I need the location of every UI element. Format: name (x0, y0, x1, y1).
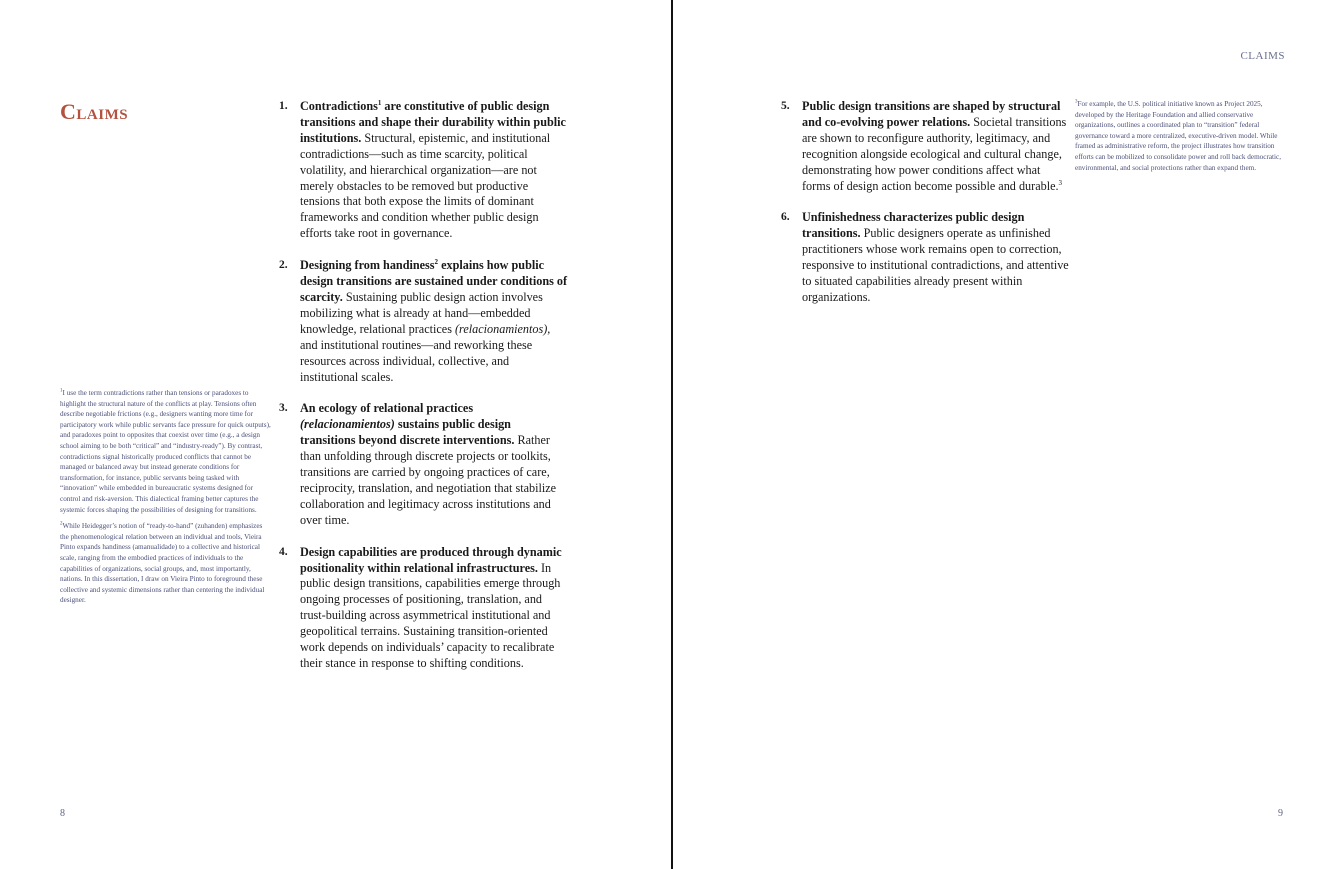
claim-lead: Design capabilities are produced through dynamic positionality within relational infrastructures. (300, 544, 562, 575)
claim-body (300, 258, 569, 385)
claim-lead-text: An ecology of relational practices (300, 401, 474, 416)
claim-text: Rather than unfolding through discrete projects or toolkits, transitions are carried by ongoing practices of care, reciprocity, translation, and negotiation that stabilize collaboration and legitimacy across institutions and over time. (300, 433, 557, 527)
section-title: Claims (60, 99, 129, 124)
claim-text: , and institutional routines—and reworking these resources across individual, collective, and institutional scales. (300, 321, 551, 384)
footnote-text: For example, the U.S. political initiative known as Project 2025, developed by the Heritage Foundation and allied conservative organizations, outlines a coordinated plan to “transition” federal governance toward a more centralized, executive-driven model. While framed as administrative reform, the project illustrates how transition efforts can be mobilized to consolidate power and roll back democratic, environmental, and social protections rather than expand them. (1075, 100, 1282, 172)
claim-lead-text: sustains public design transitions beyond discrete interventions. (300, 417, 515, 448)
footnotes-left (60, 388, 272, 612)
footnote-1 (60, 388, 272, 515)
claims-list-right (781, 99, 1071, 322)
claim-lead-text: explains how public design transitions are sustained under conditions of scarcity. (300, 258, 568, 304)
claim-lead-text: are constitutive of public design transitions and shape their durability within public institutions. (300, 99, 566, 145)
claim-2 (279, 258, 569, 385)
claims-list-left (279, 99, 569, 688)
left-page (0, 0, 671, 869)
claim-number: 1. (279, 100, 288, 112)
claim-lead-italic: (relacionamientos) (300, 417, 395, 432)
footnote-3 (1075, 99, 1287, 173)
claim-number: 6. (781, 211, 790, 224)
claim-lead (300, 401, 514, 447)
claim-4 (279, 545, 569, 672)
claim-text: Structural, epistemic, and institutional contradictions—such as time scarcity, political volatility, and hierarchical organization—are not merely obstacles to be removed but productive tensions that both expose the limits of dominant frameworks and condition whether public design efforts take root in governance. (300, 130, 551, 241)
claim-number: 2. (279, 259, 288, 272)
claim-body (300, 401, 569, 528)
footnote-ref: 2 (434, 258, 439, 267)
footnote-ref: 1 (377, 98, 382, 107)
claim-text: Public designers operate as unfinished practitioners whose work remains open to correction, responsive to institutional contradictions, and attentive to situated capabilities already present within organizations. (802, 226, 1069, 304)
claim-text: In public design transitions, capabilities emerge through ongoing processes of positioning, translation, and trust-building across asymmetrical institutional and geopolitical terrains. Sustaining transition-oriented work depends on individuals’ capacity to recalibrate their stance in response to shifting conditions. (300, 560, 561, 670)
claim-lead: Public design transitions are shaped by structural and co-evolving power relations. (802, 99, 1061, 129)
claim-6 (781, 210, 1071, 305)
claim-number: 3. (279, 402, 288, 415)
claim-text: Sustaining public design action involves mobilizing what is already at hand—embedded knowledge, relational practices (300, 289, 543, 336)
claim-body (300, 99, 569, 242)
claim-number: 4. (279, 545, 288, 558)
claim-body (802, 99, 1071, 194)
claim-1 (279, 99, 569, 242)
page-number-right: 9 (1278, 808, 1283, 819)
footnote-ref: 3 (1058, 178, 1063, 187)
footnote-2 (60, 521, 272, 606)
claim-number: 5. (781, 100, 790, 112)
claim-lead: Unfinishedness characterizes public design transitions. (802, 210, 1025, 241)
page-number-left: 8 (60, 808, 65, 819)
claim-body (300, 545, 569, 672)
claim-body (802, 210, 1071, 305)
footnote-mark: 1 (60, 388, 63, 394)
claim-5 (781, 99, 1071, 194)
footnote-mark: 3 (1075, 99, 1078, 105)
claim-text-italic: (relacionamientos) (455, 321, 548, 336)
footnote-mark: 2 (60, 521, 63, 527)
footnotes-right (1075, 99, 1287, 179)
footnote-text: While Heidegger’s notion of “ready-to-hand” (zuhanden) emphasizes the phenomenological relation between an individual and tools, Vieira Pinto expands handiness (amanualidade) to a collective and historical scale, ranging from the embodied practices of individuals to the capabilities of organizations, social groups, and, most importantly, nations. In this dissertation, I draw on Vieira Pinto to foreground these collective and systemic dimensions rather than centering the individual designer. (60, 522, 265, 605)
claim-3 (279, 401, 569, 528)
claim-lead-text: Designing from handiness (300, 258, 435, 273)
footnote-text: I use the term contradictions rather than tensions or paradoxes to highlight the structural nature of the conflicts at play. Tensions often describe negotiable frictions (e.g., designers wanting more time for participatory work while public servants face pressure for quick outputs), and paradoxes point to opposites that coexist over time (e.g., a design school aiming to be both “critical” and “industry-ready”). By contrast, contradictions signal historically produced conflicts that cannot be managed or balanced away but instead generate conditions for transformation, for instance, public servants being tasked with “innovation” while embedded in bureaucratic systems designed for control and risk-aversion. This dialectical framing better captures the systemic forces shaping the possibilities of designing for transitions. (60, 389, 271, 514)
running-head: CLAIMS (1240, 50, 1285, 62)
claim-text: Societal transitions are shown to reconfigure authority, legitimacy, and recognition alongside ecological and cultural change, demonstrating how power conditions affect what forms of design action become possible and durable. (802, 114, 1067, 193)
claim-lead-text: Contradictions (300, 99, 378, 113)
